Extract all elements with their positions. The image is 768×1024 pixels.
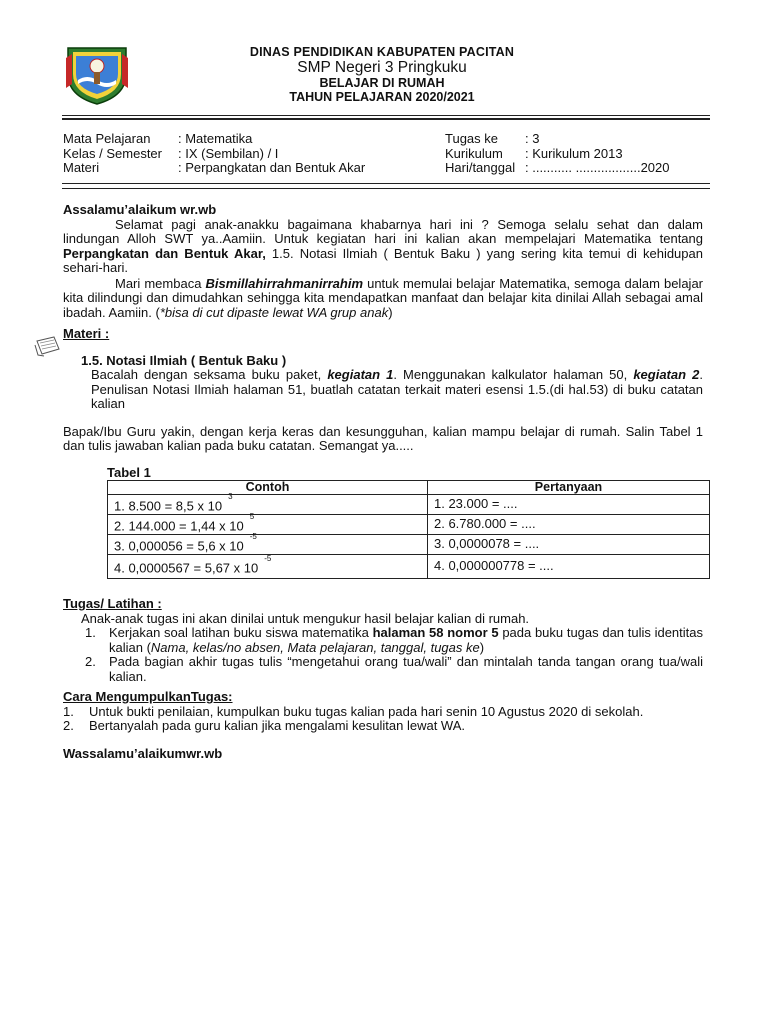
curriculum-value: : Kurikulum 2013 [525, 145, 623, 161]
question-cell: 3. 0,0000078 = .... [428, 535, 710, 555]
letterhead [150, 46, 614, 104]
table-caption: Tabel 1 [107, 465, 151, 480]
info-divider-line [62, 183, 710, 184]
materi-heading: Materi : [63, 326, 110, 341]
task-number-value: : 3 [525, 131, 540, 146]
greeting-salam: Assalamu’alaikum wr.wb [63, 202, 217, 217]
example-question-table [107, 480, 710, 579]
question-cell: 4. 0,000000778 = .... [428, 555, 710, 579]
info-divider-line-2 [62, 188, 710, 189]
encouragement-paragraph: Bapak/Ibu Guru yakin, dengan kerja keras dan kesungguhan, kalian mampu belajar di rumah. Salin Tabel 1 dan tulis jawaban kalian pada buku catatan. Semangat ya..... [63, 423, 703, 453]
column-header-contoh: Contoh [108, 481, 428, 495]
example-cell: 2. 144.000 = 1,44 x $10^5$ [108, 515, 428, 535]
topic-label: Materi [63, 160, 100, 175]
academic-year: TAHUN PELAJARAN 2020/2021 [289, 90, 475, 104]
submission-section [63, 690, 703, 761]
column-header-pertanyaan: Pertanyaan [428, 481, 710, 495]
greeting-paragraph-2: Mari membaca Bismillahirrahmanirrahim untuk memulai belajar Matematika, semoga dalam belajar kita dilindungi dan dimudahkan sehingga kita mendapatkan manfaat dan belajar kita dinilai Allah sebagai amal ibadah. Aamiin. (*bisa di cut dipaste lewat WA grup anak) [63, 275, 704, 320]
list-item: 1. Untuk bukti penilaian, kumpulkan buku tugas kalian pada hari senin 10 Agustus 2020 di sekolah. [63, 703, 644, 719]
materi-instructions: Bacalah dengan seksama buku paket, kegiatan 1. Menggunakan kalkulator halaman 50, kegiatan 2. Penulisan Notasi Ilmiah halaman 51, buatlah catatan terkait materi esensi 1.5.(di hal.53) di buku catatan kalian [91, 367, 703, 411]
materi-section [63, 327, 703, 454]
curriculum-label: Kurikulum [445, 145, 503, 161]
submission-heading: Cara MengumpulkanTugas: [63, 689, 233, 704]
tugas-intro: Anak-anak tugas ini akan dinilai untuk mengukur hasil belajar kalian di rumah. [81, 610, 530, 626]
class-semester-value: : IX (Sembilan) / I [178, 145, 279, 161]
class-semester-label: Kelas / Semester [63, 145, 162, 161]
tugas-section [63, 597, 703, 684]
list-item: 2. Bertanyalah pada guru kalian jika mengalami kesulitan lewat WA. [63, 718, 465, 733]
example-cell: 1. 8.500 = 8,5 x $10^3$ [108, 495, 428, 515]
topic-value: : Perpangkatan dan Bentuk Akar [178, 160, 366, 175]
date-label: Hari/tanggal [445, 160, 516, 175]
greeting-section [63, 203, 703, 320]
question-cell: 2. 6.780.000 = .... [428, 515, 710, 535]
materi-subheading: 1.5. Notasi Ilmiah ( Bentuk Baku ) [81, 352, 287, 368]
department-name: DINAS PENDIDIKAN KABUPATEN PACITAN [249, 45, 515, 59]
district-emblem-logo [62, 44, 132, 106]
submission-list [63, 705, 703, 734]
tugas-list [63, 626, 703, 684]
example-cell: 4. 0,0000567 = 5,67 x $10^{-5}$ [108, 555, 428, 579]
date-value: : ........... ..................2020 [525, 160, 670, 175]
note-paper-icon [34, 335, 62, 357]
table-row [108, 555, 710, 579]
list-item: 1. Kerjakan soal latihan buku siswa matematika halaman 58 nomor 5 pada buku tugas dan tulis identitas kalian (Nama, kelas/no absen, Mata pelajaran, tanggal, tugas ke) [85, 625, 703, 655]
assignment-info [63, 132, 703, 176]
header-divider-line-thick [62, 118, 710, 120]
subject-value: : Matematika [178, 131, 253, 146]
table-row [108, 535, 710, 555]
example-cell: 3. 0,000056 = 5,6 x $10^{-5}$ [108, 535, 428, 555]
school-name: SMP Negeri 3 Pringkuku [297, 59, 467, 76]
question-cell: 1. 23.000 = .... [428, 495, 710, 515]
greeting-paragraph-1: Selamat pagi anak-anakku bagaimana khabarnya hari ini ? Semoga selalu sehat dan dalam lindungan Alloh SWT ya..Aamiin. Untuk kegiatan hari ini kalian akan mempelajari Matematika tentang Perpangkatan dan Bentuk Akar, 1.5. Notasi Ilmiah ( Bentuk Baku ) yang sering kita temui di kehidupan sehari-hari. [63, 216, 703, 275]
list-item: 2. Pada bagian akhir tugas tulis “mengetahui orang tua/wali” dan mintalah tanda tangan orang tua/wali kalian. [85, 654, 703, 684]
table-row [108, 515, 710, 535]
closing-salam: Wassalamu’alaikumwr.wb [63, 745, 223, 761]
header-divider-line [62, 115, 710, 116]
learning-mode: BELAJAR DI RUMAH [319, 76, 445, 90]
tugas-heading: Tugas/ Latihan : [63, 596, 162, 611]
task-number-label: Tugas ke [445, 131, 498, 146]
table-row [108, 495, 710, 515]
subject-label: Mata Pelajaran [63, 131, 151, 146]
